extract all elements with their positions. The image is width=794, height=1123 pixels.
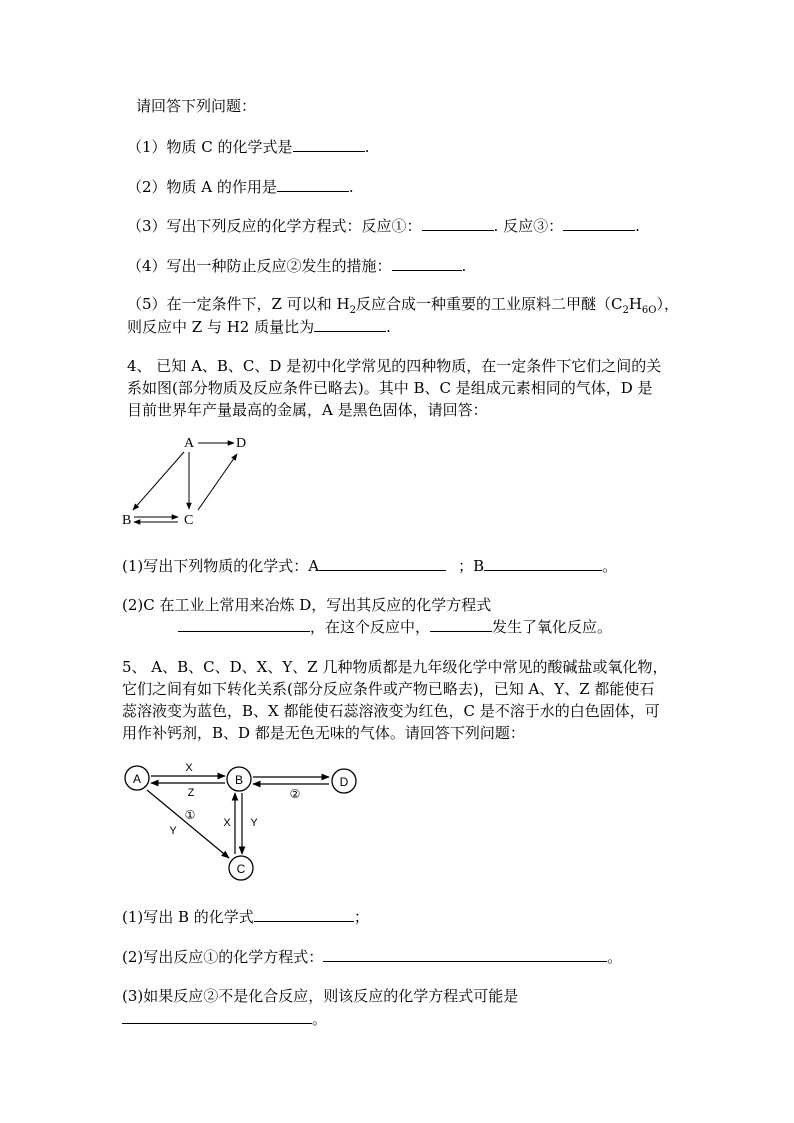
q5-node-d: D — [339, 775, 349, 789]
q3-part5-sub3: 6O — [641, 305, 657, 316]
q5-sub2 — [122, 946, 622, 967]
q3-part5-text-c: H — [628, 295, 642, 313]
q4-stem-line2: 系如图(部分物质及反应条件已略去)。其中 B、C 是组成元素相同的气体，D 是 — [127, 379, 653, 397]
q5-stem-line1: 5、 A、B、C、D、X、Y、Z 几种物质都是九年级化学中常见的酸碱盐或氧化物， — [122, 658, 668, 676]
q4-stem-line3: 目前世界年产量最高的金属，A 是黑色固体，请回答： — [127, 401, 488, 419]
intro-text: 请回答下列问题： — [136, 97, 257, 115]
q3-part2-end: . — [348, 178, 354, 196]
q4-node-a: A — [184, 436, 195, 451]
q4-sub1-blank-a[interactable] — [319, 555, 446, 571]
q3-part3-blank2[interactable] — [563, 215, 635, 231]
q4-stem-line1: 4、 已知 A、B、C、D 是初中化学常见的四种物质，在一定条件下它们之间的关 — [127, 357, 662, 375]
q5-diagram — [115, 756, 375, 888]
q5-sub1-text: (1)写出 B 的化学式 — [122, 908, 254, 926]
q4-node-b: B — [122, 513, 132, 528]
q3-part2-text: （2）物质 A 的作用是 — [127, 178, 277, 196]
q5-label-ab-bottom: Z — [187, 787, 195, 799]
q4-sub1 — [122, 555, 617, 576]
q5-sub1-blank[interactable] — [254, 906, 354, 922]
q4-node-c: C — [184, 513, 194, 528]
q5-arrow-a-c — [147, 790, 229, 858]
q5-stem-line4: 用作补钙剂，B、D 都是无色无味的气体。请回答下列问题： — [122, 724, 525, 742]
q3-part3 — [127, 215, 640, 236]
q5-sub3-end: 。 — [312, 1010, 328, 1028]
q3-part1-text: （1）物质 C 的化学式是 — [127, 138, 293, 156]
q4-sub2-line1: (2)C 在工业上常用来冶炼 D，写出其反应的化学方程式 — [122, 596, 492, 614]
q4-sub2-mid: ，在这个反应中， — [310, 618, 431, 636]
q3-part5-text-a: （5）在一定条件下，Z 可以和 H — [127, 295, 350, 313]
q5-sub2-text: (2)写出反应①的化学方程式： — [122, 948, 324, 966]
q4-diagram — [110, 430, 270, 530]
q5-sub3-line2 — [122, 1008, 327, 1029]
q3-part2-blank[interactable] — [277, 176, 349, 192]
q3-part5-text-d: ）， — [656, 295, 679, 313]
q5-node-a: A — [132, 772, 142, 786]
q3-part5-blank[interactable] — [314, 316, 386, 332]
q3-part5-line2 — [127, 316, 391, 337]
q5-label-bc-left: X — [223, 817, 231, 829]
q3-part5-end: . — [386, 318, 391, 336]
q5-sub1 — [122, 906, 369, 927]
q4-sub2-blank-sub[interactable] — [430, 616, 492, 632]
q5-sub2-blank[interactable] — [323, 946, 607, 962]
q3-part1-end: . — [364, 138, 370, 156]
q5-label-bd: ② — [289, 787, 301, 801]
q5-label-ac-1: ① — [184, 808, 196, 822]
q5-label-bc-right: Y — [250, 817, 258, 829]
q3-part5-sub2: 2 — [622, 305, 629, 316]
q4-arrow-a-b — [133, 452, 184, 510]
q3-part5-text-b: 反应合成一种重要的工业原料二甲醚（C — [355, 295, 623, 313]
q3-part5-sub1: 2 — [349, 305, 356, 316]
q3-part4-blank[interactable] — [392, 255, 462, 271]
q4-sub1-mid: ；B — [458, 557, 485, 575]
q5-label-ac-2: Y — [169, 825, 177, 837]
q3-part3-blank1[interactable] — [422, 215, 494, 231]
q4-sub2-end: 发生了氧化反应。 — [492, 618, 613, 636]
q4-sub2-line2 — [178, 616, 612, 637]
q3-part1-blank[interactable] — [293, 136, 365, 152]
q3-part5-line2-text: 则反应中 Z 与 H2 质量比为 — [127, 318, 315, 336]
q5-stem-line3: 蕊溶液变为蓝色，B、X 都能使石蕊溶液变为红色，C 是不溶于水的白色固体，可 — [122, 702, 660, 720]
q5-sub3-line1: (3)如果反应②不是化合反应，则该反应的化学方程式可能是 — [122, 987, 519, 1005]
q3-part3-mid: . 反应③： — [493, 217, 564, 235]
q4-sub1-end: 。 — [602, 557, 618, 575]
q5-sub2-end: 。 — [607, 948, 623, 966]
q3-part4 — [127, 255, 466, 276]
q5-node-b: B — [234, 773, 244, 787]
q3-part4-end: . — [461, 257, 467, 275]
q5-node-c: C — [236, 862, 246, 876]
q5-sub1-end: ； — [353, 908, 369, 926]
q4-sub1-text: (1)写出下列物质的化学式：A — [122, 557, 320, 575]
q4-sub2-blank-eq[interactable] — [178, 616, 310, 632]
q5-stem-line2: 它们之间有如下转化关系(部分反应条件或产物已略去)，已知 A、Y、Z 都能使石 — [122, 680, 655, 698]
q3-part1 — [127, 136, 369, 157]
q3-part2 — [127, 176, 354, 197]
q3-part4-text: （4）写出一种防止反应②发生的措施： — [127, 257, 392, 275]
q4-sub1-blank-b[interactable] — [484, 555, 602, 571]
q3-part3-text: （3）写出下列反应的化学方程式：反应①： — [127, 217, 422, 235]
q4-arrow-c-d — [198, 454, 237, 510]
q5-sub3-blank[interactable] — [122, 1008, 312, 1024]
q3-part3-end: . — [635, 217, 640, 235]
q4-node-d: D — [236, 436, 247, 451]
q5-label-ab-top: X — [185, 762, 193, 774]
